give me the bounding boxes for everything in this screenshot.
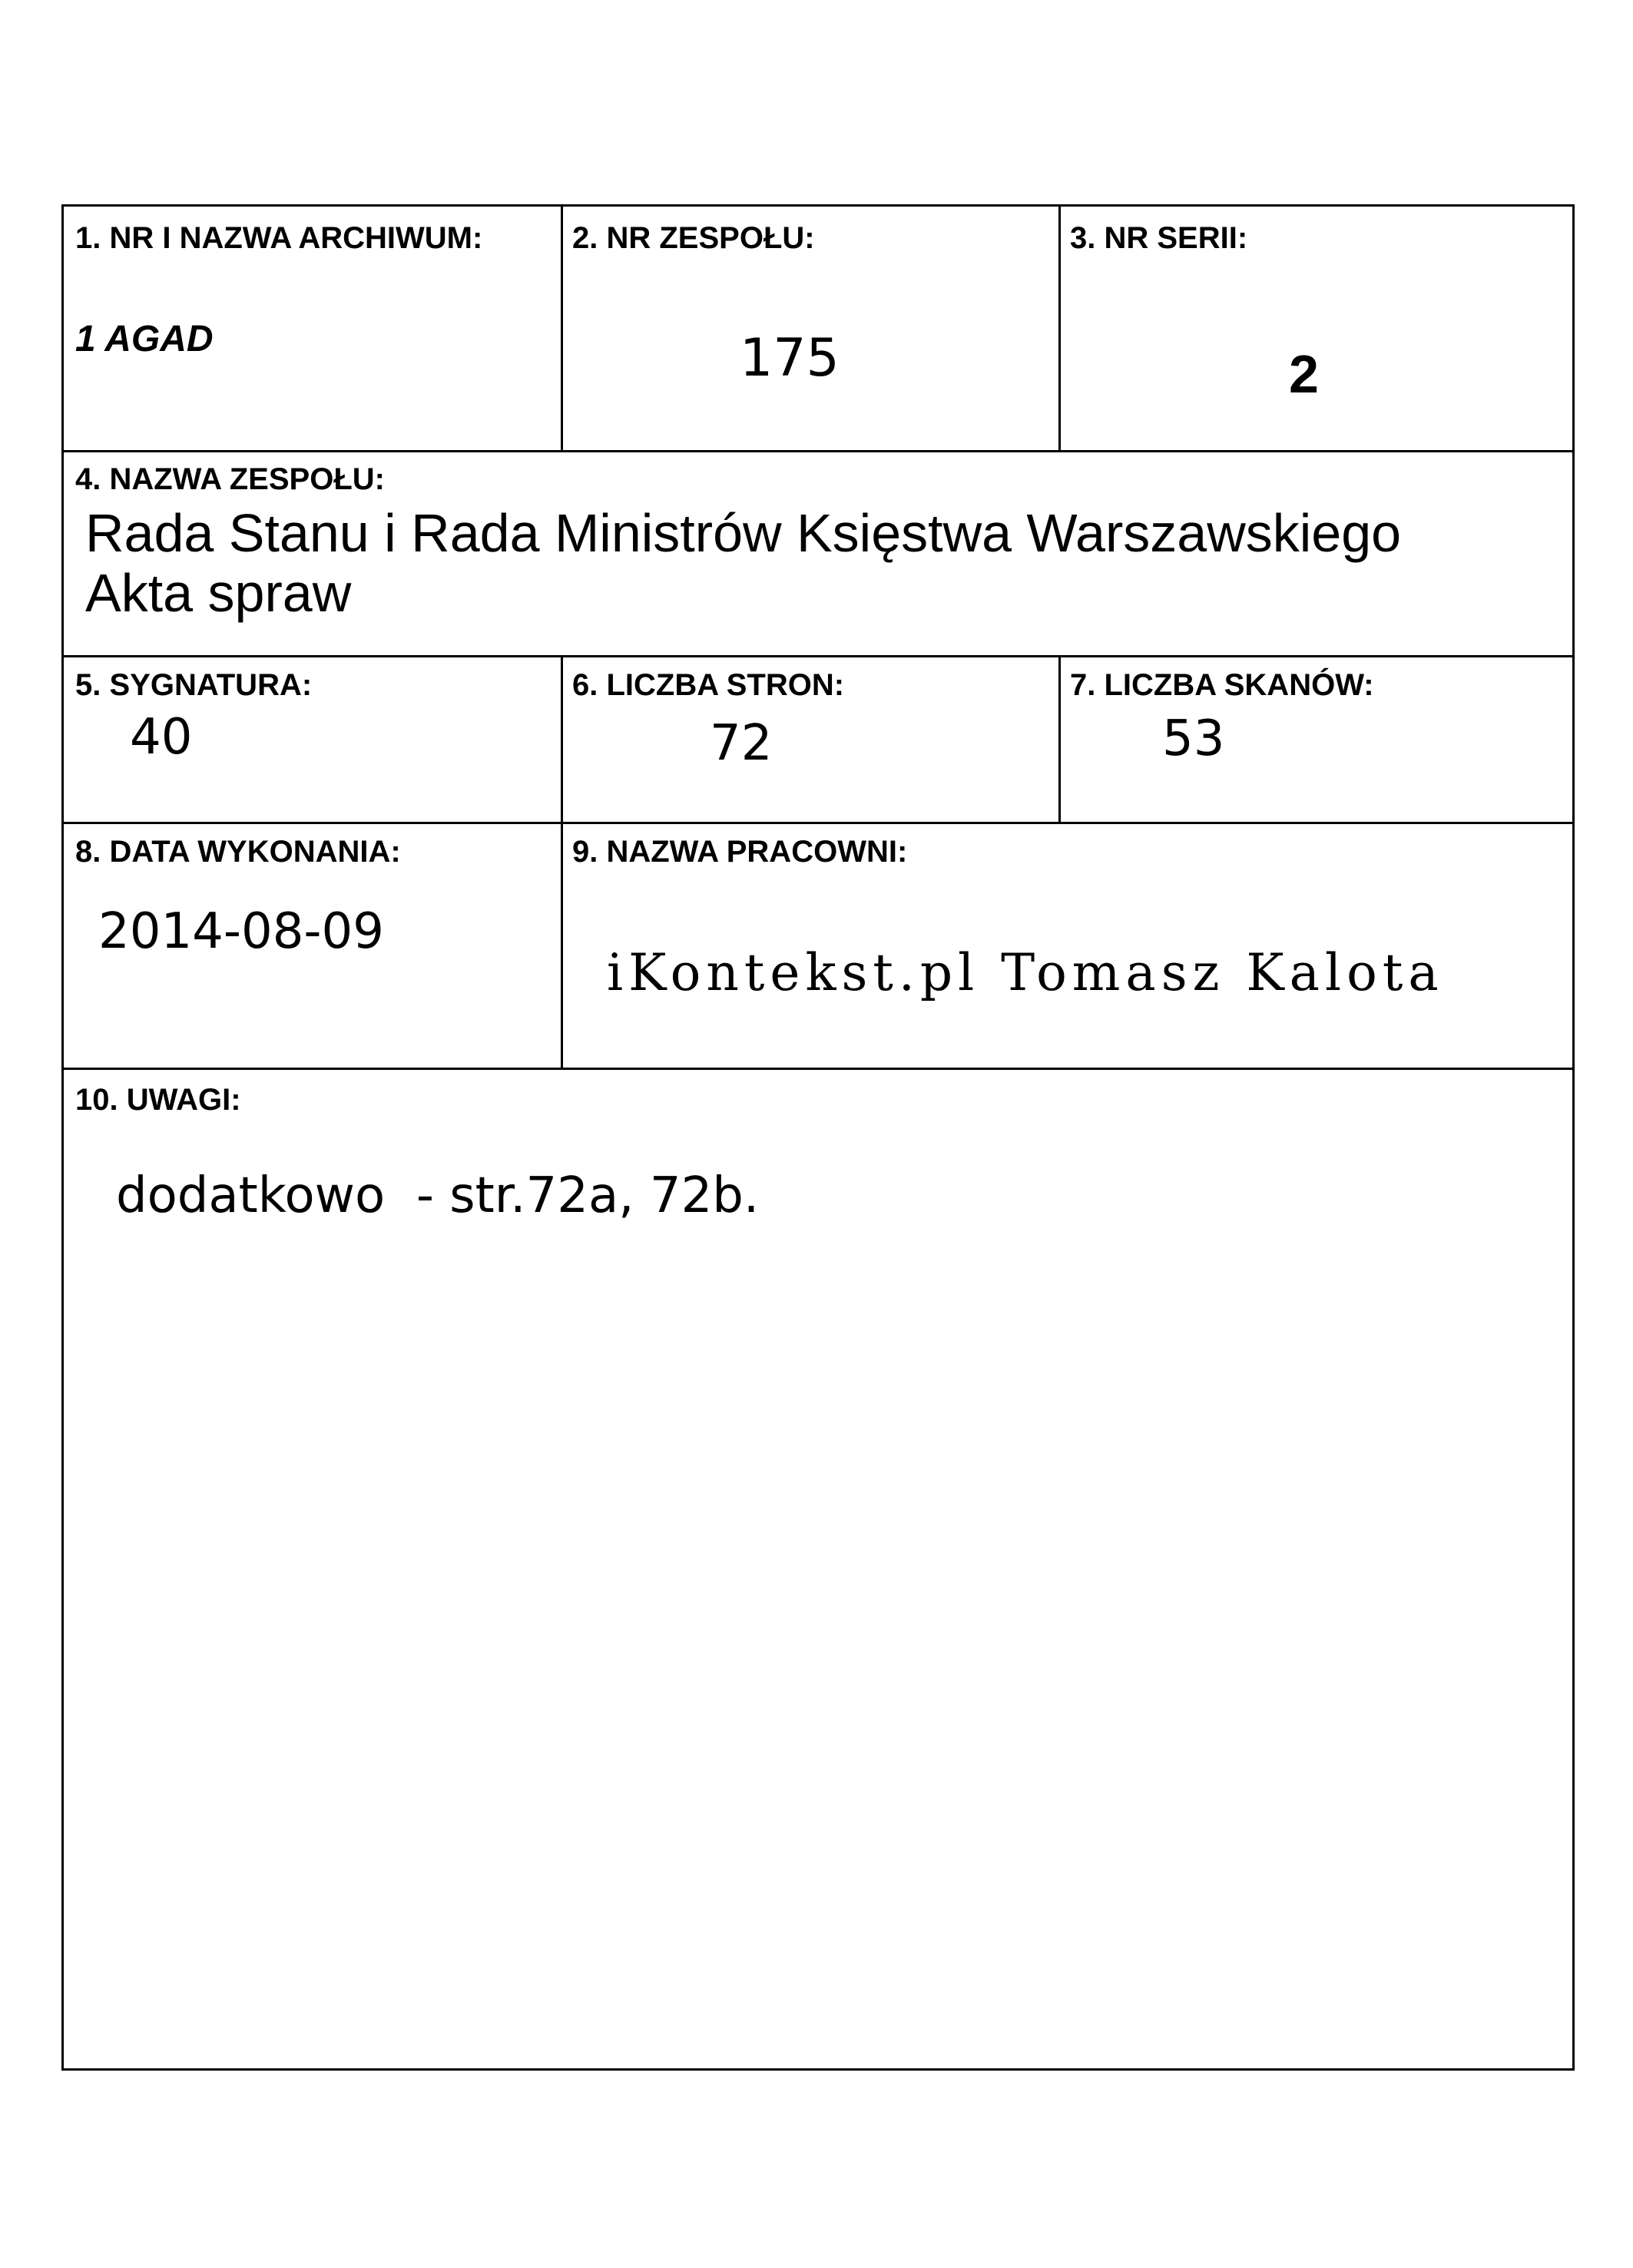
fond-name-line1: Rada Stanu i Rada Ministrów Księstwa Warszawskiego — [85, 503, 1402, 563]
notes-label: 10. UWAGI: — [75, 1083, 241, 1117]
series-number-cell — [1058, 207, 1575, 450]
notes-cell — [64, 1068, 1572, 2066]
workshop-cell — [561, 822, 1575, 1068]
fond-number-value: 175 — [740, 328, 840, 389]
date-label: 8. DATA WYKONANIA: — [75, 835, 401, 869]
notes-value: dodatkowo - str.72a, 72b. — [116, 1167, 760, 1224]
fond-name-line2: Akta spraw — [85, 563, 352, 623]
archive-metadata-form — [61, 204, 1575, 2071]
archive-cell — [64, 207, 561, 450]
date-cell — [64, 822, 561, 1068]
series-number-value: 2 — [1289, 344, 1319, 404]
page-count-cell — [561, 655, 1058, 822]
signature-cell — [64, 655, 561, 822]
date-value: 2014-08-09 — [98, 903, 384, 960]
workshop-value: iKontekst.pl Tomasz Kalota — [607, 943, 1444, 1002]
scan-count-cell — [1058, 655, 1575, 822]
scan-count-value: 53 — [1162, 710, 1225, 767]
workshop-label: 9. NAZWA PRACOWNI: — [572, 835, 908, 869]
archive-label: 1. NR I NAZWA ARCHIWUM: — [75, 221, 483, 255]
fond-number-cell — [561, 207, 1058, 450]
signature-label: 5. SYGNATURA: — [75, 668, 313, 702]
scan-count-label: 7. LICZBA SKANÓW: — [1070, 668, 1374, 702]
signature-value: 40 — [130, 709, 193, 766]
archive-value: 1 AGAD — [75, 319, 214, 359]
page-count-label: 6. LICZBA STRON: — [572, 668, 845, 702]
fond-name-cell — [64, 450, 1572, 655]
fond-name-label: 4. NAZWA ZESPOŁU: — [75, 462, 385, 496]
page-count-value: 72 — [710, 715, 773, 772]
fond-number-label: 2. NR ZESPOŁU: — [572, 221, 815, 255]
series-number-label: 3. NR SERII: — [1070, 221, 1248, 255]
